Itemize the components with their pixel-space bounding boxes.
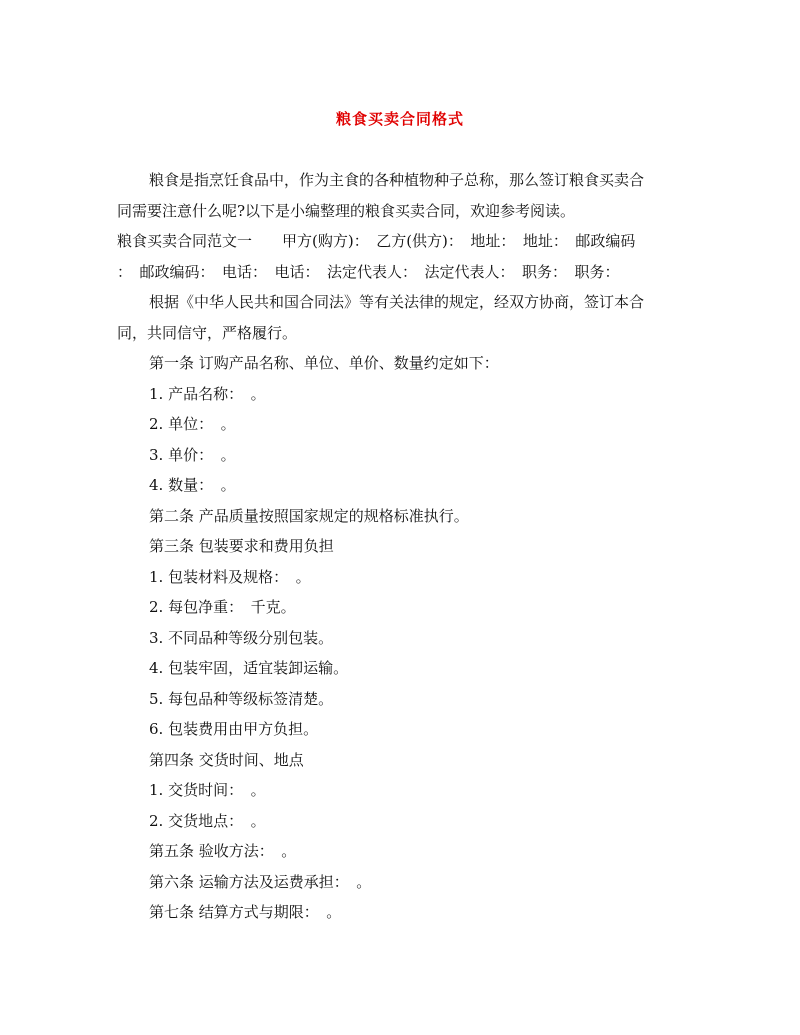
preamble-line1: 根据《中华人民共和国合同法》等有关法律的规定，经双方协商，签订本合 xyxy=(149,293,645,311)
document-title: 粮食买卖合同格式 xyxy=(335,110,464,128)
preamble-line2: 同，共同信守，严格履行。 xyxy=(117,323,298,342)
article-3-heading: 第三条 包装要求和费用负担 xyxy=(149,537,334,555)
article-3-item-5: 5. 每包品种等级标签清楚。 xyxy=(149,689,334,708)
article-1-item-4: 4. 数量： 。 xyxy=(149,476,236,494)
intro-paragraph-line2: 同需要注意什么呢?以下是小编整理的粮食买卖合同，欢迎参考阅读。 xyxy=(117,201,576,220)
contract-header-line1: 粮食买卖合同范文一 甲方(购方)： 乙方(供方)： 地址： 地址： 邮政编码 xyxy=(117,232,636,250)
article-3-item-6: 6. 包装费用由甲方负担。 xyxy=(149,720,319,738)
article-1-item-3: 3. 单价： 。 xyxy=(149,445,236,464)
article-1-item-1: 1. 产品名称： 。 xyxy=(149,384,266,403)
article-5-heading: 第五条 验收方法： 。 xyxy=(149,842,297,860)
contract-header-line2: ： 邮政编码： 电话： 电话： 法定代表人： 法定代表人： 职务： 职务： xyxy=(117,262,620,281)
article-7-heading: 第七条 结算方式与期限： 。 xyxy=(149,903,342,921)
article-3-item-3: 3. 不同品种等级分别包装。 xyxy=(149,628,334,647)
article-6-heading: 第六条 运输方法及运费承担： 。 xyxy=(149,872,372,891)
document-body xyxy=(117,165,677,928)
intro-paragraph-line1: 粮食是指烹饪食品中，作为主食的各种植物种子总称，那么签订粮食买卖合 xyxy=(149,171,645,189)
article-2-heading: 第二条 产品质量按照国家规定的规格标准执行。 xyxy=(149,506,469,525)
article-3-item-4: 4. 包装牢固，适宜装卸运输。 xyxy=(149,659,349,677)
article-4-item-2: 2. 交货地点： 。 xyxy=(149,811,266,830)
article-1-heading: 第一条 订购产品名称、单位、单价、数量约定如下： xyxy=(149,354,499,372)
article-4-heading: 第四条 交货时间、地点 xyxy=(149,750,304,769)
article-3-item-2: 2. 每包净重： 千克。 xyxy=(149,598,296,616)
article-1-item-2: 2. 单位： 。 xyxy=(149,415,236,433)
article-4-item-1: 1. 交货时间： 。 xyxy=(149,781,266,799)
article-3-item-1: 1. 包装材料及规格： 。 xyxy=(149,567,311,586)
